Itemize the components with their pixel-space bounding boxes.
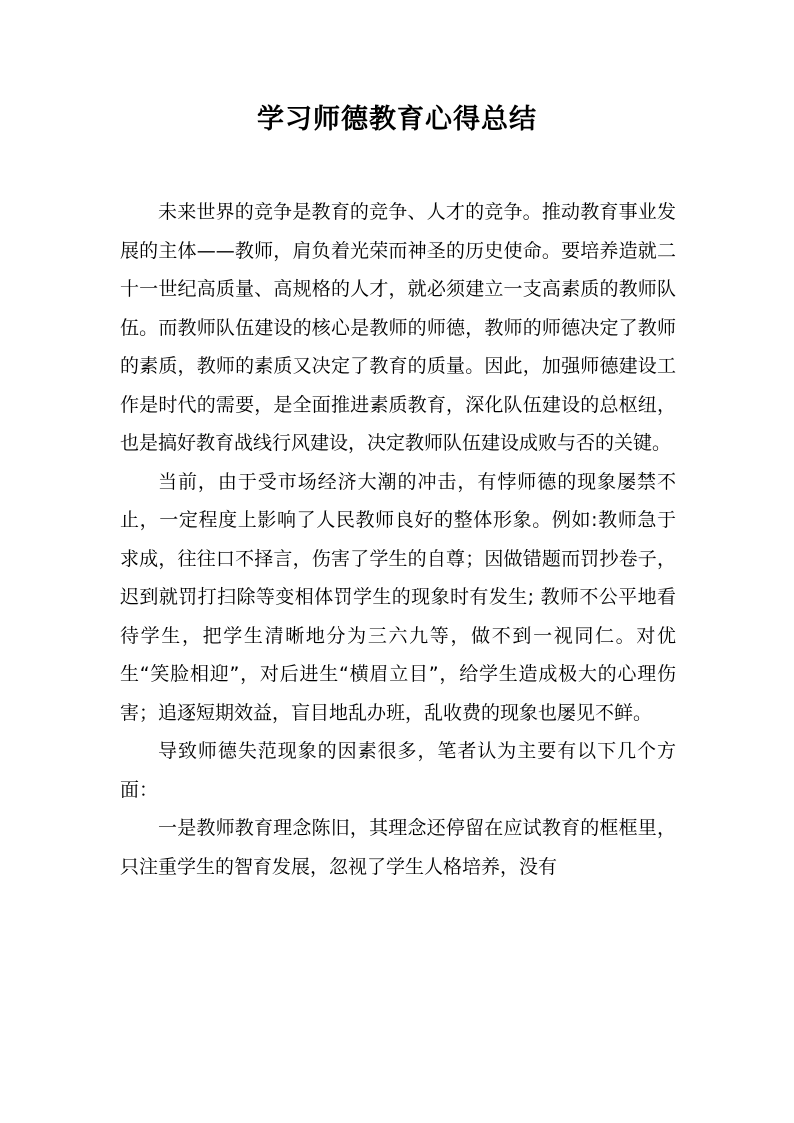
document-body (120, 193, 676, 886)
paragraph-1: 未来世界的竞争是教育的竞争、人才的竞争。推动教育事业发展的主体——教师，肩负着光荣而神圣的历史使命。要培养造就二十一世纪高质量、高规格的人才，就必须建立一支高素质的教师队伍。而教师队伍建设的核心是教师的师德，教师的师德决定了教师的素质，教师的素质又决定了教育的质量。因此，加强师德建设工作是时代的需要，是全面推进素质教育，深化队伍建设的总枢纽，也是搞好教育战线行风建设，决定教师队伍建设成败与否的关键。 (120, 201, 676, 454)
document-title: 学习师德教育心得总结 (257, 104, 537, 135)
paragraph-3: 导致师德失范现象的因素很多，笔者认为主要有以下几个方面： (120, 740, 676, 801)
paragraph-2: 当前，由于受市场经济大潮的冲击，有悖师德的现象屡禁不止，一定程度上影响了人民教师良好的整体形象。例如:教师急于求成，往往口不择言，伤害了学生的自尊；因做错题而罚抄卷子，迟到就罚打扫除等变相体罚学生的现象时有发生; 教师不公平地看待学生，把学生清晰地分为三六九等，做不到一视同仁。对优生“笑脸相迎”，对后进生“横眉立目”，给学生造成极大的心理伤害；追逐短期效益，盲目地乱办班，乱收费的现象也屡见不鲜。 (120, 470, 676, 724)
paragraph-4: 一是教师教育理念陈旧，其理念还停留在应试教育的框框里，只注重学生的智育发展，忽视了学生人格培养，没有 (120, 817, 676, 878)
